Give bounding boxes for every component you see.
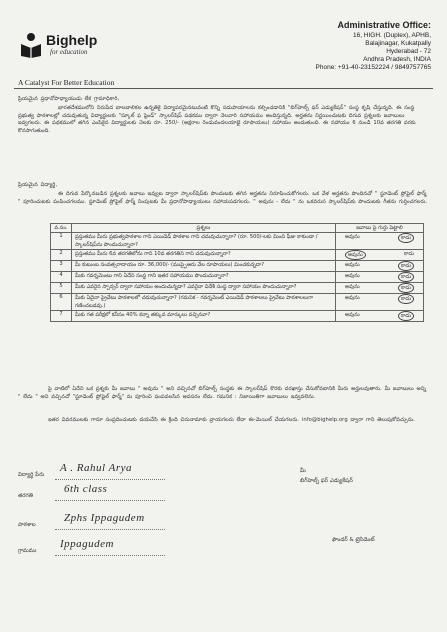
school-line — [55, 529, 165, 530]
table-row — [51, 250, 424, 261]
table-row — [51, 311, 424, 322]
contact-paragraph: ఇతర వివరములకు గానూ సంప్రదించుటకు దయచేసి ఈ క్రింది చిరునామాకు వ్రాయగలరు లేదా ఈ-మెయిల్ చేయగలరు. info@bighelp.org ద్వారా గాని తెలుపుకోవచ్చును. — [48, 417, 416, 423]
student-name-value: A . Rahul Arya — [60, 462, 132, 474]
answer-no[interactable]: కాదు — [404, 251, 414, 257]
row-question: ప్రస్తుతము మీరు ప్రభుత్వపాఠశాల గాని ఎయిడెడ్ పాఠశాల గాని చదువుచున్నారా? (రూ. 500/-లకు మించి ఫీజు కాకుండా / స్కాలర్‌షిప్‌ను పొందుచున్నారా? — [71, 233, 335, 250]
office-address — [231, 20, 431, 72]
answer-no[interactable]: కాదు — [398, 272, 414, 282]
row-answer — [335, 261, 423, 272]
header-divider — [14, 88, 433, 89]
row-answer — [335, 294, 423, 311]
bighelp-logo — [16, 30, 136, 70]
row-question: మీ కుటుంబ సంవత్సరాదాయం రూ. 36,000/- (ముప్పైఆరు వేల రూపాయలు) మించకున్నదా? — [71, 261, 335, 272]
answer-no[interactable]: కాదు — [398, 261, 414, 271]
answer-yes[interactable]: అవును — [345, 250, 366, 260]
answer-yes[interactable]: అవును — [344, 295, 360, 301]
row-number: 5 — [51, 283, 72, 294]
col-header-number: వ.సం. — [51, 224, 72, 233]
row-number: 4 — [51, 272, 72, 283]
row-question: మీకు ఏదైనా ప్రైవేటు పాఠశాలలో చదువుచున్నారా? (గమనిక - గవర్నమెంట్ ఎయిడెడ్ పాఠశాలలు ప్రైవేటు పాఠశాలలుగా గణించబడవు.) — [71, 294, 335, 311]
address-line: Balajinagar, Kukatpally — [365, 40, 431, 47]
address-line: 16, HIGH. (Duplex), APHB, — [352, 32, 431, 39]
answer-yes[interactable]: అవును — [344, 234, 360, 240]
col-header-answer: జవాబు పై గుర్తు పెట్టాలి — [335, 224, 423, 233]
row-number: 1 — [51, 233, 72, 250]
row-question: మీకు గవర్నమెంటు గాని ఏదేని సంస్థ గాని ఇతర సహాయము పొందుచున్నారా? — [71, 272, 335, 283]
village-value: Ippagudem — [60, 538, 114, 550]
office-title: Administrative Office: — [337, 20, 431, 30]
address-line: Andhra Pradesh, INDIA — [363, 56, 431, 63]
answer-yes[interactable]: అవును — [344, 262, 360, 268]
table-row — [51, 261, 424, 272]
row-number: 7 — [51, 311, 72, 322]
signature-line-1: మీ — [300, 468, 306, 474]
class-line — [55, 500, 165, 501]
row-number: 6 — [51, 294, 72, 311]
table-row — [51, 233, 424, 250]
row-answer — [335, 272, 423, 283]
table-row — [51, 294, 424, 311]
row-number: 2 — [51, 250, 72, 261]
answer-yes[interactable]: అవును — [344, 312, 360, 318]
eligibility-table — [50, 223, 424, 322]
row-number: 3 — [51, 261, 72, 272]
row-question: మీకు గత పరీక్షలో కనీసం 40% కన్నా తక్కువ మార్కులు వచ్చినవా? — [71, 311, 335, 322]
student-greeting: ప్రియమైన విద్యార్థి, — [18, 182, 58, 188]
school-value: Zphs Ippagudem — [64, 512, 145, 524]
phone-line: Phone: +91-40-23152224 / 9849757765 — [315, 64, 431, 71]
row-answer — [335, 311, 423, 322]
book-person-icon — [20, 32, 42, 58]
answer-yes[interactable]: అవును — [344, 273, 360, 279]
tagline: A Catalyst For Better Education — [18, 78, 115, 87]
village-line — [55, 555, 165, 556]
answer-no[interactable]: కాదు — [398, 233, 414, 243]
table-row — [51, 272, 424, 283]
class-value: 6th class — [64, 483, 108, 495]
brand-name: Bighelp — [46, 32, 98, 48]
answer-no[interactable]: కాదు — [398, 294, 414, 304]
row-question: మీకు ఎవరైన స్పాన్సర్ ద్వారా సహాయం అందుచున్నదా? ఎవరైనా విదేశీ సంస్థ ద్వారా సహాయం పొందుచున్నారా? — [71, 283, 335, 294]
signature-title: ఫౌండర్ & ట్రెసిడెంట్ — [332, 537, 375, 543]
label-class: తరగతి — [18, 493, 34, 499]
answer-no[interactable]: కాదు — [398, 283, 414, 293]
row-answer — [335, 283, 423, 294]
salutation: ప్రియమైన ప్రధానోపాధ్యాయుడు లేక గ్రామాధికారి, — [18, 96, 120, 102]
address-line: Hyderabad - 72 — [386, 48, 431, 55]
row-answer — [335, 233, 423, 250]
student-name-line — [55, 479, 165, 480]
table-header-row — [51, 224, 424, 233]
label-student-name: విద్యార్థి పేరు — [18, 472, 45, 478]
row-question: ప్రస్తుతము మీరు 6వ తరగతిలోను గాని 10వ తరగతిని గాని చదువుచున్నారా? — [71, 250, 335, 261]
intro-paragraph: భారతదేశములోని నిరుపేద బాలబాలికల ఉన్నతికై విద్యాపరమైనటువంటి కొన్ని సదుపాయాలను కల్పించడానికి "బిగ్‌హెల్ప్ ఫర్ ఎడ్యుకేషన్" సంస్థ కృషి చేస్తున్నది. ఈ సంస్థ ప్రభుత్వ పాఠశాలల్లో చదువుతున్న విద్యార్థులకు "స్కూల్ ఫ ఫ్రెండ్" స్కాలర్‌షిప్‌ పథకము ద్వారా నెలవారి సహాయము అందిస్తున్నది. అర్హతను నిర్ణయించుటకు దిగువ ప్రశ్నలకు జవాబులు ఇవ్వగలరు. ఈ పథకములో తగిన ఎంపికైన విద్యార్థులకు నెలకు రూ. 250/- (అక్షరాల రెండువందలయాభై రూపాయలు) సహాయం అందుతుంది. ఈ సహాయం 6 నుండి 10వ తరగతి వరకు కొనసాగుతుంది. — [18, 105, 416, 134]
closing-paragraph: పై వాటిలో ఏదేని ఒక ప్రశ్నకు మీ జవాబు " అవును " అని వచ్చినచో బిగ్‌హెల్ప్ సంస్థకు ఈ స్కాలర్‌షిప్ కొరకు దరఖాస్తు చేసుకోవటానికి మీరు అర్హులవుతారు. మీ జవాబులు అన్ని " లేదు " అని వచ్చినచో "స్టూడెంట్ ప్రోఫైల్ ఫార్మ్" ను పూరించి పంపవలసిన అవసరం లేదు. గమనిక : నిజాయితిగా జవాబులు ఇవ్వవలెను. — [18, 386, 427, 400]
col-header-questions: ప్రశ్నలు — [71, 224, 335, 233]
answer-yes[interactable]: అవును — [344, 284, 360, 290]
table-row — [51, 283, 424, 294]
instruction-paragraph: ఈ దిగువ పేర్కొనబడిన ప్రశ్నలకు జవాబు ఇవ్వుట ద్వారా స్కాలర్‌షిప్‌కు పొందుటకు తగిన అర్హతను నిరూపించుకోగలరు. ఒక వేళ అర్హతను పొందినచో " స్టూడెంట్ ప్రోఫైల్ ఫార్మ్ " పూరించుటకు పంపించగలము. స్టూడెంట్ ప్రోఫైల్ ఫార్మ్ నింపుటకు మీ ప్రధానోపాధ్యాయులు సహాయపడగలరు. " అవును - లేదు " ను ఒకవరుస స్కాలర్‌షిప్‌కు పొందుటకు గీతను గుర్తించగలరు. — [18, 191, 428, 205]
label-school: పాఠశాల — [18, 522, 36, 528]
answer-no[interactable]: కాదు — [398, 311, 414, 321]
signature-org: బిగ్‌హెల్ప్ ఫర్ ఎడ్యుకేషన్ — [300, 478, 353, 484]
row-answer — [335, 250, 423, 261]
label-village: గ్రామము — [18, 548, 37, 554]
brand-subtitle: for education — [50, 48, 88, 56]
